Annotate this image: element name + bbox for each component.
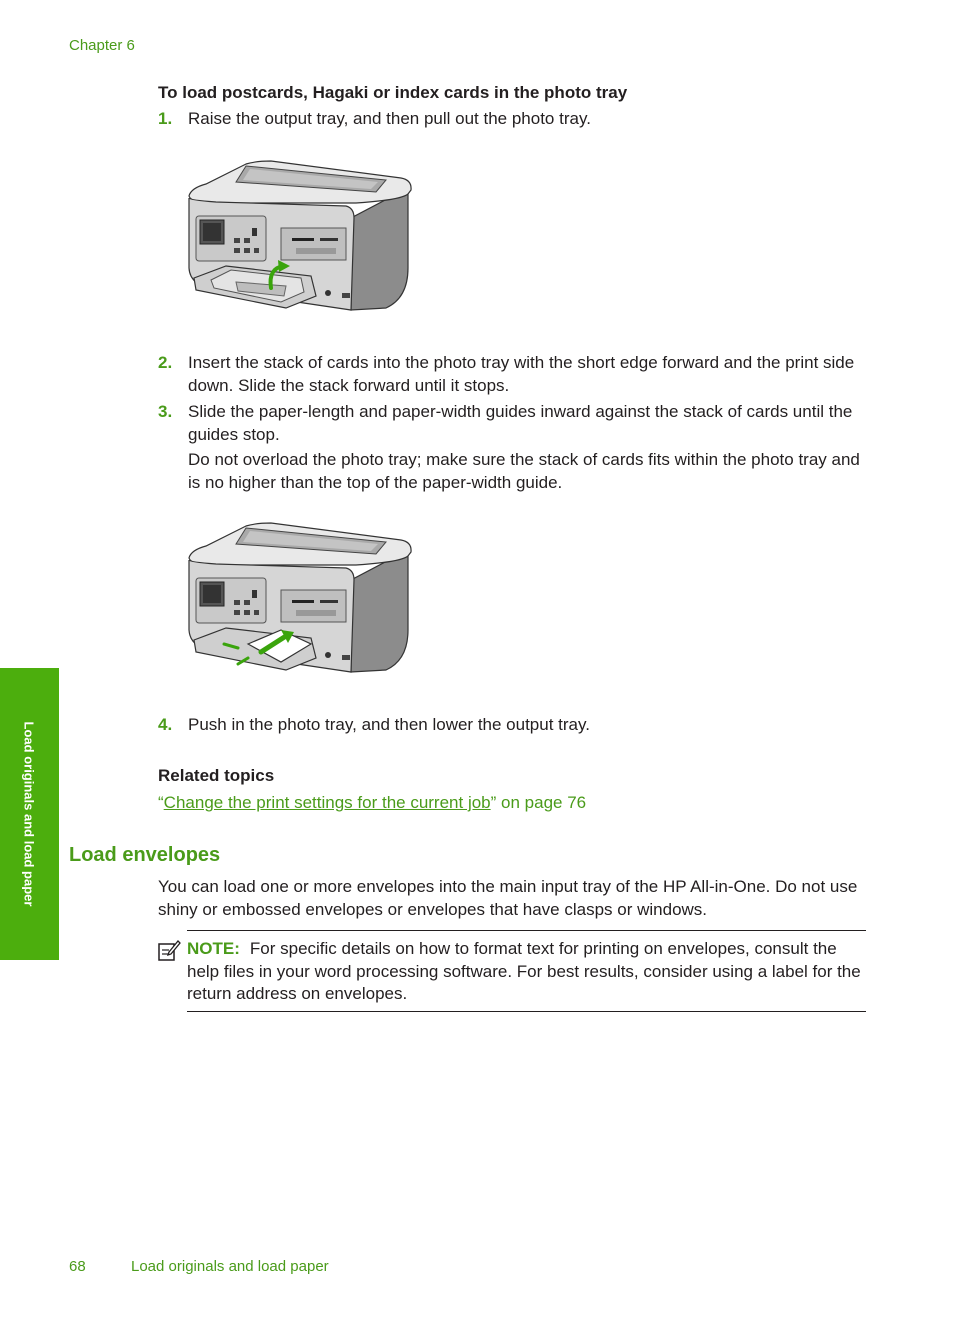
link-page-ref: ” on page 76	[490, 793, 587, 812]
page-number: 68	[69, 1258, 86, 1275]
link-text[interactable]: Change the print settings for the current job	[163, 793, 491, 812]
related-topic-link[interactable]	[158, 793, 586, 813]
step-number: 2.	[158, 353, 173, 372]
step-3	[158, 401, 868, 494]
procedure-title: To load postcards, Hagaki or index cards in the photo tray	[158, 83, 628, 102]
note-bottom-rule	[187, 1011, 866, 1012]
step-number: 3.	[158, 402, 173, 421]
step-text: Raise the output tray, and then pull out the photo tray.	[188, 109, 591, 128]
link-open-quote: “	[158, 793, 164, 812]
step-4	[158, 714, 868, 737]
step-text: Push in the photo tray, and then lower the output tray.	[188, 715, 590, 734]
related-topics-heading: Related topics	[158, 766, 275, 785]
chapter-label: Chapter 6	[69, 37, 135, 54]
note-text	[187, 938, 869, 1006]
step-number: 4.	[158, 715, 173, 734]
side-tab-label: Load originals and load paper	[21, 721, 37, 907]
note-body: For specific details on how to format text for printing on envelopes, consult the help files in your word processing software. For best results, consider using a label for the return address on envelopes.	[187, 939, 861, 1003]
step-2	[158, 352, 868, 397]
section-heading: Load envelopes	[69, 844, 221, 866]
note-top-rule	[187, 930, 866, 931]
printer-illustration-2	[186, 520, 418, 680]
step-1	[158, 108, 868, 131]
step-number: 1.	[158, 109, 173, 128]
step-text: Insert the stack of cards into the photo tray with the short edge forward and the print side down. Slide the stack forward until it stops.	[188, 353, 855, 395]
section-body: You can load one or more envelopes into the main input tray of the HP All-in-One. Do not use shiny or embossed envelopes or envelopes that have clasps or windows.	[158, 877, 858, 919]
note-label: NOTE:	[187, 939, 240, 958]
step-note: Do not overload the photo tray; make sure the stack of cards fits within the photo tray and is no higher than the top of the paper-width guide.	[188, 450, 860, 492]
chapter-side-tab	[0, 668, 59, 960]
note-pencil-icon	[157, 938, 181, 962]
step-text: Slide the paper-length and paper-width guides inward against the stack of cards until the guides stop.	[188, 402, 853, 444]
printer-illustration-1	[186, 158, 418, 318]
footer-title: Load originals and load paper	[131, 1258, 329, 1275]
